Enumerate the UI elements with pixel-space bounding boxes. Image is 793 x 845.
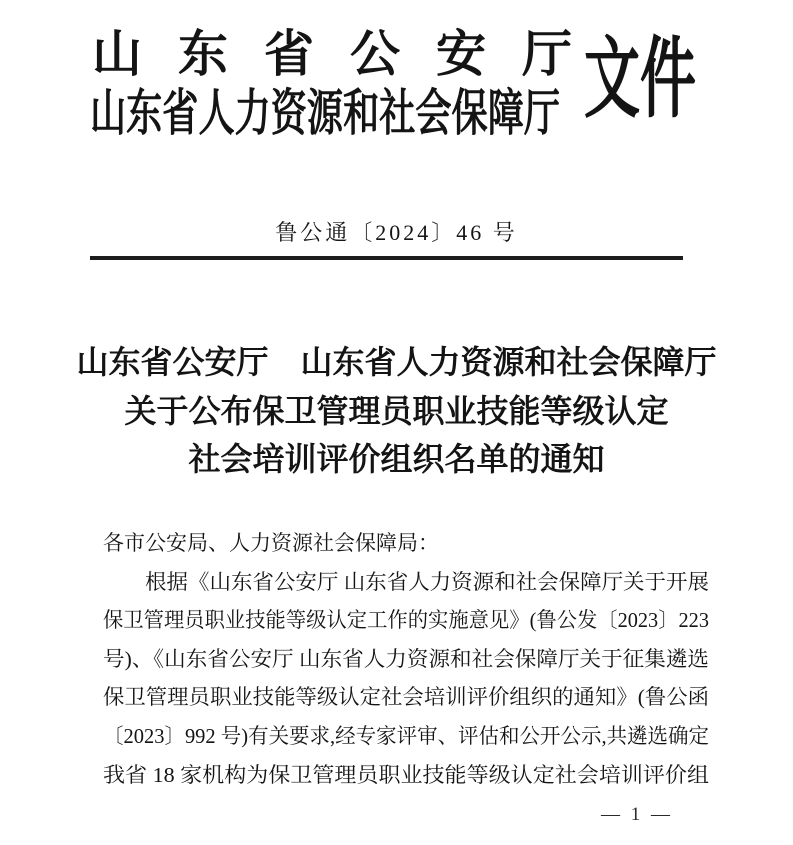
body-line [103, 563, 709, 602]
document-title [0, 338, 793, 484]
salutation: 各市公安局、人力资源社会保障局： [103, 531, 439, 555]
title-line-2: 关于公布保卫管理员职业技能等级认定 [124, 392, 669, 429]
title-line-3: 社会培训评价组织名单的通知 [188, 441, 605, 477]
body-line-text: 我省 18 家机构为保卫管理员职业技能等级认定社会培训评价组 [103, 762, 709, 787]
body-line-text: 〔2023〕992 号)有关要求,经专家评审、评估和公开公示,共遴选确定 [103, 723, 709, 748]
body-line [103, 640, 709, 679]
doc-type-label-text: 文件 [584, 32, 696, 129]
body-line-text: 号)、《山东省公安厅 山东省人力资源和社会保障厅关于征集遴选 [103, 646, 709, 671]
body-line [103, 756, 709, 795]
body-line [103, 601, 709, 640]
doc-type-label [584, 32, 760, 130]
document-number: 鲁公通〔2024〕46 号 [275, 220, 518, 245]
body-line-text: 保卫管理员职业技能等级认定工作的实施意见》(鲁公发〔2023〕223 [103, 608, 709, 633]
body-line [103, 678, 709, 717]
body-line [103, 717, 709, 756]
body-line-text: 根据《山东省公安厅 山东省人力资源和社会保障厅关于开展 [145, 569, 709, 594]
title-line-1: 山东省公安厅 山东省人力资源和社会保障厅 [76, 344, 717, 380]
agency-name-line2-text: 山东省人力资源和社会保障厅 [90, 85, 560, 141]
divider-rule [90, 256, 683, 260]
body-line-text: 保卫管理员职业技能等级认定社会培训评价组织的通知》(鲁公函 [103, 685, 710, 710]
agency-name-line1: 山东省公安厅 [92, 26, 608, 82]
page-number: — 1 — [601, 804, 673, 825]
document-body [103, 524, 709, 794]
